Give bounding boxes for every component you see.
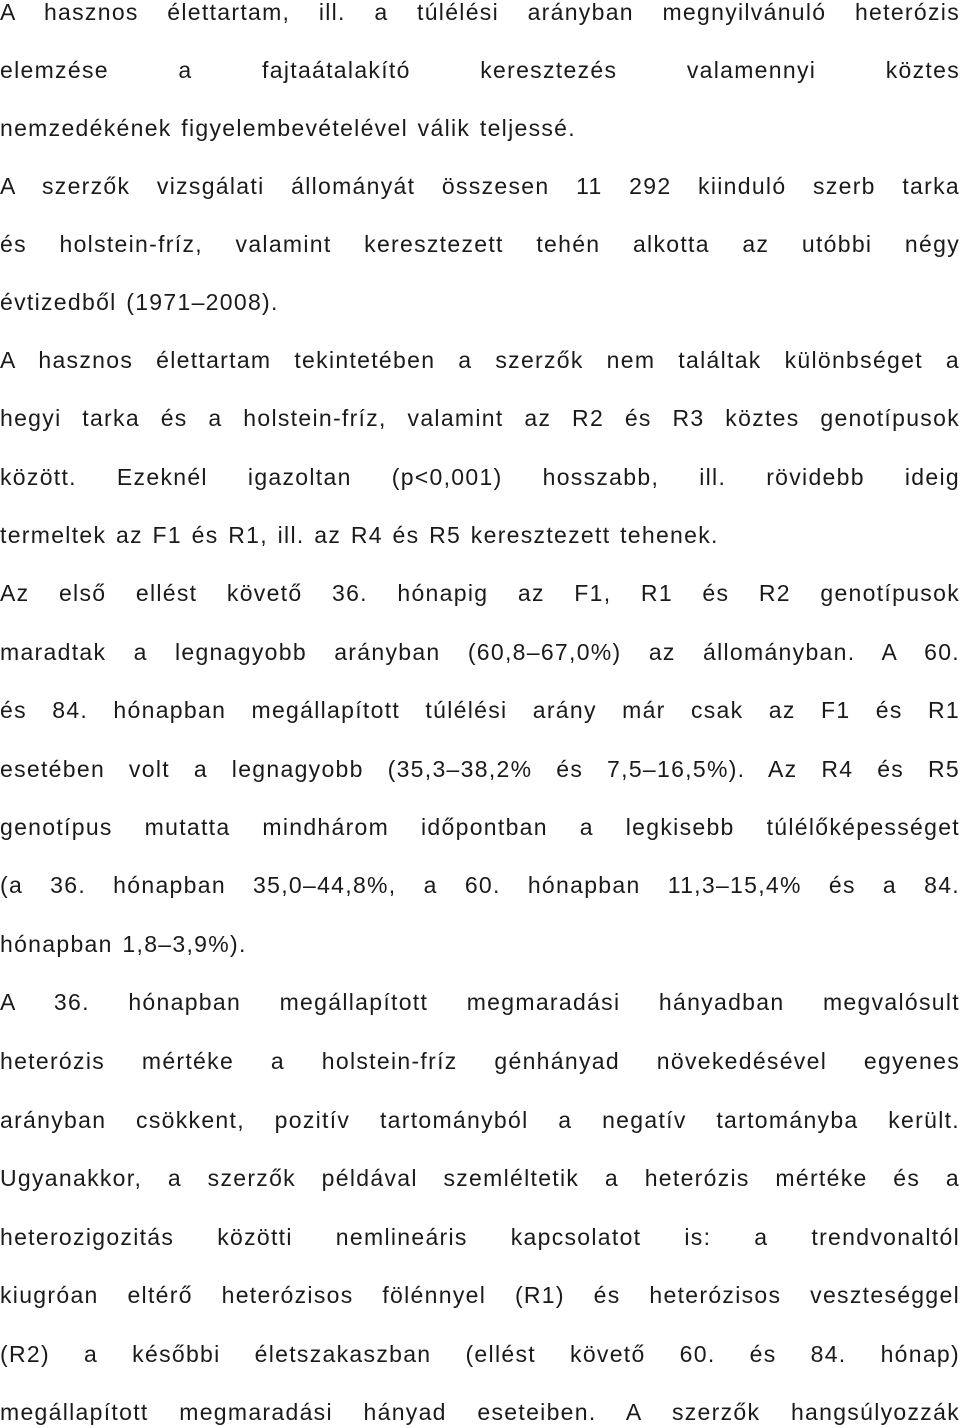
- text-line: Ugyanakkor, a szerzők példával szemléltetik a heterózis mértéke és a: [0, 1165, 960, 1191]
- text-line: (a 36. hónapban 35,0–44,8%, a 60. hónapban 11,3–15,4% és a 84.: [0, 872, 960, 898]
- text-line: elemzése a fajtaátalakító keresztezés valamennyi köztes: [0, 57, 960, 83]
- text-line: és holstein-fríz, valamint keresztezett tehén alkotta az utóbbi négy: [0, 231, 960, 257]
- text-line: A 36. hónapban megállapított megmaradási hányadban megvalósult: [0, 989, 960, 1015]
- text-line: Az első ellést követő 36. hónapig az F1, R1 és R2 genotípusok: [0, 580, 960, 606]
- text-line: heterozigozitás közötti nemlineáris kapcsolatot is: a trendvonaltól: [0, 1224, 960, 1250]
- text-line: esetében volt a legnagyobb (35,3–38,2% és 7,5–16,5%). Az R4 és R5: [0, 756, 960, 782]
- text-line: kiugróan eltérő heterózisos fölénnyel (R1) és heterózisos veszteséggel: [0, 1282, 960, 1308]
- text-line: A hasznos élettartam, ill. a túlélési arányban megnyilvánuló heterózis: [0, 0, 960, 25]
- text-line: arányban csökkent, pozitív tartományból a negatív tartományba került.: [0, 1107, 960, 1133]
- text-line: termeltek az F1 és R1, ill. az R4 és R5 keresztezett tehenek.: [0, 522, 719, 548]
- text-line: és 84. hónapban megállapított túlélési arány már csak az F1 és R1: [0, 697, 960, 723]
- text-line: megállapított megmaradási hányad eseteiben. A szerzők hangsúlyozzák: [0, 1399, 960, 1425]
- text-line: heterózis mértéke a holstein-fríz génhányad növekedésével egyenes: [0, 1048, 960, 1074]
- text-line: (R2) a későbbi életszakaszban (ellést követő 60. és 84. hónap): [0, 1341, 960, 1367]
- text-line: A szerzők vizsgálati állományát összesen 11 292 kiinduló szerb tarka: [0, 173, 960, 199]
- text-line: hónapban 1,8–3,9%).: [0, 931, 247, 957]
- text-line: A hasznos élettartam tekintetében a szerzők nem találtak különbséget a: [0, 347, 960, 373]
- text-line: évtizedből (1971–2008).: [0, 289, 279, 315]
- text-line: között. Ezeknél igazoltan (p<0,001) hosszabb, ill. rövidebb ideig: [0, 464, 960, 490]
- text-line: genotípus mutatta mindhárom időpontban a legkisebb túlélőképességet: [0, 814, 960, 840]
- text-line: hegyi tarka és a holstein-fríz, valamint az R2 és R3 köztes genotípusok: [0, 405, 960, 431]
- text-line: nemzedékének figyelembevételével válik teljessé.: [0, 115, 576, 141]
- text-line: maradtak a legnagyobb arányban (60,8–67,0%) az állományban. A 60.: [0, 639, 960, 665]
